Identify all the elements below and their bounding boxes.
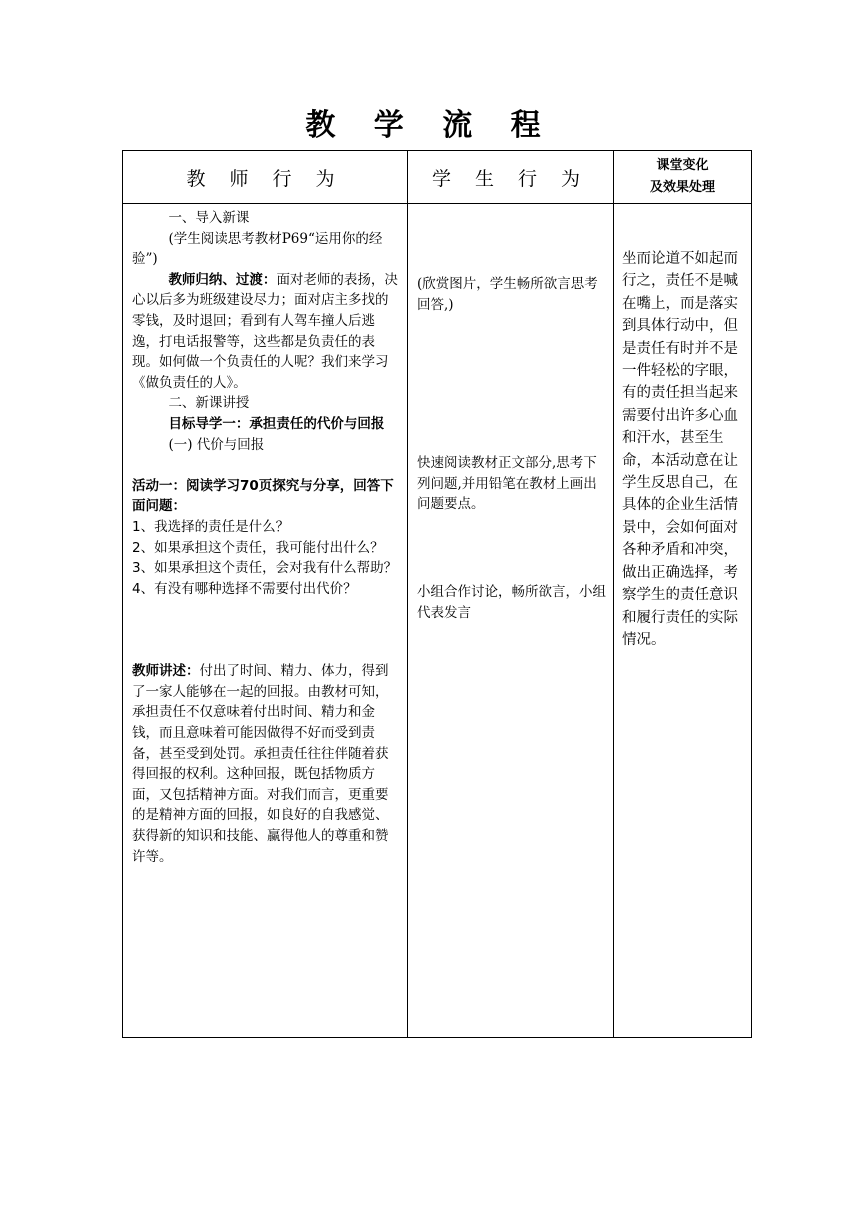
- header-student: 学 生 行 为: [408, 151, 614, 204]
- section-heading: (一) 代价与回报: [168, 436, 265, 453]
- summary-label: 教师归纳、过渡：: [168, 271, 277, 288]
- question-2: 2、如果承担这个责任，我可能付出什么？: [132, 539, 384, 556]
- teaching-flow-table: [122, 150, 752, 1038]
- header-effect-line1: 课堂变化: [656, 158, 709, 173]
- goal-heading: 目标导学一：承担责任的代价与回报: [168, 415, 385, 432]
- summary-text: 面对老师的表扬，决心以后多为班级建设尽力；面对店主多找的零钱，及时退回；看到有人驾车撞人后逃逸，打电话报警等，这些都是负责任的表现。如何做一个负责任的人呢？我们来学习《做负责任的人》。: [132, 271, 398, 391]
- spacer: [132, 599, 401, 661]
- header-effect-line2: 及效果处理: [649, 180, 715, 195]
- teacher-summary: [132, 270, 401, 394]
- student-action-2: 快速阅读教材正文部分,思考下列问题,并用铅笔在教材上画出问题要点。: [417, 455, 597, 513]
- effect-text: 坐而论道不如起而行之，责任不是喊在嘴上，而是落实到具体行动中，但是责任有时并不是一件轻松的字眼，有的责任担当起来需要付出许多心血和汗水，甚至生命，本活动意在让学生反思自己，在具体的企业生活情景中，会如何面对各种矛盾和冲突，做出正确选择，考察学生的责任意识和履行责任的实际情况。: [622, 251, 738, 648]
- teacher-lecture: [132, 661, 401, 867]
- spacer: [132, 455, 401, 476]
- student-cell: [408, 204, 614, 1038]
- question-4: 4、有没有哪种选择不需要付出代价？: [132, 580, 357, 597]
- lecture-label: 教师讲述：: [132, 663, 200, 680]
- question-1: 1、我选择的责任是什么？: [132, 518, 290, 535]
- intro-read: (学生阅读思考教材P69“运用你的经验”): [132, 230, 383, 268]
- header-effect: [614, 151, 752, 204]
- effect-cell: [614, 204, 752, 1038]
- table-header-row: [123, 151, 752, 204]
- activity-heading: 活动一：阅读学习70页探究与分享，回答下面问题：: [132, 477, 394, 515]
- new-lesson-heading: 二、新课讲授: [168, 395, 250, 412]
- page-title: 教 学 流 程: [305, 108, 555, 143]
- intro-heading: 一、导入新课: [168, 210, 250, 226]
- table-body-row: [123, 204, 752, 1038]
- header-teacher: 教 师 行 为: [123, 151, 408, 204]
- student-action-3: 小组合作讨论，畅所欲言，小组代表发言: [417, 584, 606, 621]
- question-3: 3、如果承担这个责任，会对我有什么帮助？: [132, 560, 398, 577]
- teacher-cell: [123, 204, 408, 1038]
- lecture-text: 付出了时间、精力、体力，得到了一家人能够在一起的回报。由教材可知，承担责任不仅意味着付出时间、精力和金钱，而且意味着可能因做得不好而受到责备，甚至受到处罚。承担责任往往伴随着获得回报的权利。这种回报，既包括物质方面，又包括精神方面。对我们而言，更重要的是精神方面的回报，如良好的自我感觉、获得新的知识和技能、赢得他人的尊重和赞许等。: [132, 663, 389, 865]
- student-action-1: (欣赏图片，学生畅所欲言思考回答,): [417, 276, 598, 313]
